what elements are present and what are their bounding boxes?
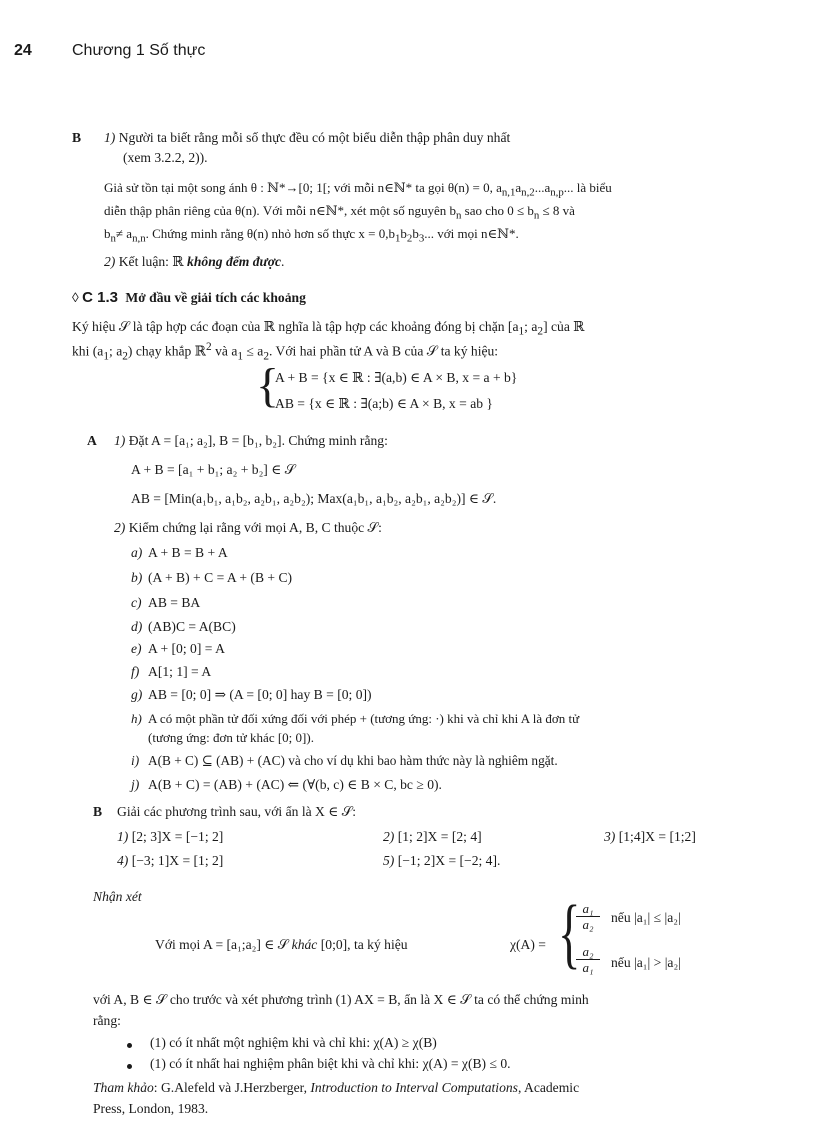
- part-a-q1: 1) Đặt A = [a₁; a₂], B = [b₁, b₂]. Chứng minh rằng:: [114, 433, 388, 448]
- equation: 3) [1;4]X = [1;2]: [604, 829, 696, 844]
- list-item-continuation: (tương ứng: đơn tử khác [0; 0]).: [148, 730, 314, 745]
- equation: 5) [−1; 2]X = [−2; 4].: [383, 853, 501, 868]
- chi-brace: {: [558, 889, 581, 976]
- part-b-line2: diễn thập phân riêng của θ(n). Với mỗi n∈ℕ*, xét một số nguyên $b_n$ sao cho $0 \le b_n \le 8$ và: [104, 203, 575, 222]
- def-prod: AB = {x ∈ ℝ : ∃(a;b) ∈ A × B, x = ab }: [275, 396, 493, 411]
- case1-fraction: a₁ a₂: [576, 901, 600, 932]
- part-b2-intro: Giải các phương trình sau, với ẩn là X ∈ 𝒮:: [117, 804, 357, 819]
- remark-after-2: rằng:: [93, 1013, 121, 1028]
- list-item: h) A có một phần tử đối xứng đối với phép + (tương ứng: ·) khi và chỉ khi A là đơn tử: [131, 711, 580, 726]
- reference-line-1: Tham khảo: G.Alefeld và J.Herzberger, Introduction to Interval Computations, Academic: [93, 1080, 580, 1095]
- part-b-q2: 2) Kết luận: ℝ không đếm được.: [104, 254, 285, 269]
- list-item: d) (AB)C = A(BC): [131, 619, 236, 634]
- part-b-line3: $b_n\ne a_{n,n}$. Chứng minh rằng θ(n) nhỏ hơn số thực $x = 0,b_1b_2b_3$... với mọi n∈ℕ*.: [104, 226, 519, 245]
- list-item: f) A[1; 1] = A: [131, 664, 212, 679]
- equation: 1) [2; 3]X = [−1; 2]: [117, 829, 224, 844]
- chapter-title: Chương 1 Số thực: [72, 42, 206, 59]
- part-a-label: A: [87, 433, 97, 448]
- reference-line-2: Press, London, 1983.: [93, 1101, 209, 1116]
- chi-def: χ(A) =: [510, 937, 546, 952]
- part-b2-label: B: [93, 804, 103, 819]
- part-b-q1: 1) Người ta biết rằng mỗi số thực đều có một biểu diễn thập phân duy nhất: [104, 130, 511, 145]
- equation: 2) [1; 2]X = [2; 4]: [383, 829, 482, 844]
- part-b-label: B: [72, 130, 82, 145]
- page-number: 24: [14, 42, 32, 59]
- section-intro-2: khi ($a_1$; $a_2$) chạy khắp ℝ$^2$ và $a_1 \le a_2$. Với hai phần tử A và B của 𝒮 ta ký hiệu:: [72, 341, 499, 363]
- case2-condition: nếu |a₁| > |a₂|: [611, 955, 681, 970]
- equation: 4) [−3; 1]X = [1; 2]: [117, 853, 224, 868]
- case1-condition: nếu |a₁| ≤ |a₂|: [611, 910, 681, 925]
- list-item: c) AB = BA: [131, 595, 201, 610]
- list-item: i) A(B + C) ⊆ (AB) + (AC) và cho ví dụ khi bao hàm thức này là nghiêm ngặt.: [131, 753, 558, 768]
- bullet-icon: [127, 1064, 132, 1069]
- chi-intro: Với mọi A = [a₁;a₂] ∈ 𝒮 khác [0;0], ta ký hiệu: [155, 937, 408, 952]
- remark-title: Nhận xét: [93, 889, 142, 904]
- definition-brace: {: [256, 359, 280, 412]
- list-item: j) A(B + C) = (AB) + (AC) ⇐ (∀(b, c) ∈ B × C, bc ≥ 0).: [131, 777, 442, 792]
- remark-after-1: với A, B ∈ 𝒮 cho trước và xét phương trình (1) AX = B, ẩn là X ∈ 𝒮 ta có thể chứng minh: [93, 992, 589, 1007]
- list-item: g) AB = [0; 0] ⇒ (A = [0; 0] hay B = [0; 0]): [131, 687, 372, 702]
- section-intro-1: Ký hiệu 𝒮 là tập hợp các đoạn của ℝ nghĩa là tập hợp các khoảng đóng bị chặn [$a_1$; $a_2$] của ℝ: [72, 319, 585, 338]
- remark-bullet-2: (1) có ít nhất hai nghiệm phân biệt khi và chỉ khi: χ(A) = χ(B) ≤ 0.: [150, 1056, 511, 1071]
- list-item: b) (A + B) + C = A + (B + C): [131, 570, 293, 585]
- bullet-icon: [127, 1043, 132, 1048]
- list-item: e) A + [0; 0] = A: [131, 641, 225, 656]
- part-a-q2: 2) Kiểm chứng lại rằng với mọi A, B, C thuộc 𝒮:: [114, 520, 382, 535]
- case2-fraction: a₂ a₁: [576, 944, 600, 975]
- section-heading: ◊ C 1.3 Mở đầu về giải tích các khoảng: [72, 289, 306, 306]
- part-a-sum: A + B = [a₁ + b₁; a₂ + b₂] ∈ 𝒮: [131, 462, 296, 477]
- part-a-prod: AB = [Min(a₁b₁, a₁b₂, a₂b₁, a₂b₂); Max(a₁b₁, a₁b₂, a₂b₁, a₂b₂)] ∈ 𝒮.: [131, 491, 497, 506]
- def-sum: A + B = {x ∈ ℝ : ∃(a,b) ∈ A × B, x = a + b}: [275, 370, 518, 385]
- part-b-line1: Giả sử tồn tại một song ánh θ : ℕ*→[0; 1[; với mỗi n∈ℕ* ta gọi θ(n) = 0, $a_{n,1}a_{n,2}...a_{n,p}$... là biểu: [104, 180, 612, 199]
- remark-bullet-1: (1) có ít nhất một nghiệm khi và chỉ khi: χ(A) ≥ χ(B): [150, 1035, 437, 1050]
- list-item: a) A + B = B + A: [131, 545, 228, 560]
- part-b-q1-ref: (xem 3.2.2, 2)).: [123, 150, 208, 165]
